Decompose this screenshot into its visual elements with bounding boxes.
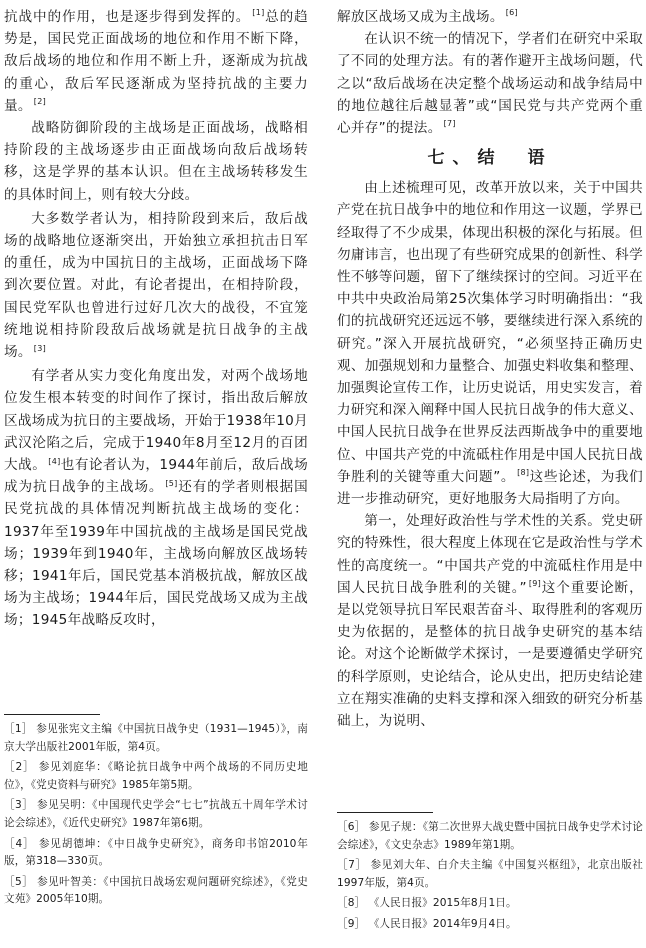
paragraph-text: 抗战中的作用，也是逐步得到发挥的。 [4, 9, 251, 25]
paragraph [4, 117, 308, 206]
footnote-ref[interactable]: [1] [252, 8, 265, 18]
footnote-ref[interactable]: [7] [443, 119, 456, 129]
left-body [4, 6, 308, 632]
paragraph [337, 510, 643, 732]
paragraph-text: 这些论述，为我们进一步推动研究，更好地服务大局指明了方向。 [337, 468, 643, 508]
footnotes-left [4, 714, 308, 912]
footnote-item: ［7］ 参见刘大年、白介夫主编《中国复兴枢纽》，北京出版社1997年版，第4页。 [337, 859, 643, 889]
right-body [337, 6, 643, 732]
paragraph-text: 这个重要论断，是以党领导抗日军民艰苦奋斗、取得胜利的客观历史为依据的，是整体的抗日战争史研究的基本结论。对这个论断做学术探讨，一是要遵循史学研究的科学原则，史论结合，论从史出，把历史结论建立在翔实准确的史料支撑和深入细致的研究分析基础上，为说明、 [337, 579, 643, 730]
paragraph-text: 也有论者认为，1944年前后，敌后战场成为抗日战争的主战场。 [4, 457, 308, 496]
paragraph-text: 在认识不统一的情况下，学者们在研究中采取了不同的处理方法。有的著作避开主战场问题，代之以“敌后战场在决定整个战场运动和战争结局中的地位越往后越显著”或“国民党与共产党两个重心并存”的提法。 [337, 31, 643, 137]
footnote-ref[interactable]: [6] [505, 8, 518, 18]
footnote-item: ［5］ 参见叶智美：《中国抗日战场宏观问题研究综述》，《党史文苑》2005年10期。 [4, 875, 308, 906]
paragraph [337, 6, 643, 28]
footnote-ref[interactable]: [5] [165, 478, 178, 488]
footnotes-right [337, 812, 643, 937]
footnote-ref[interactable]: [3] [33, 343, 47, 353]
paragraph-text: 战略防御阶段的主战场是正面战场，战略相持阶段的主战场逐步由正面战场向敌后战场转移，这是学界的基本认识。但在主战场转移发生的具体时间上，则有较大分歧。 [4, 120, 308, 203]
footnote-ref[interactable]: [2] [33, 97, 47, 107]
paragraph-text: 大多数学者认为，相持阶段到来后，敌后战场的战略地位逐渐突出，开始独立承担抗击日军的重任，成为中国抗日的主战场，正面战场下降到次要位置。对此，有论者提出，在相持阶段，国民党军队也曾进行过好几次大的战役，不宜笼统地说相持阶段敌后战场就是抗日战争的主战场。 [4, 210, 308, 361]
paragraph-text: 还有的学者则根据国民党抗战的具体情况判断抗战主战场的变化：1937年至1939年中国抗战的主战场是国民党战场；1939年到1940年，主战场向解放区战场转移；1941年后，国民党基本消极抗战，解放区战场为主战场；1944年后，国民党战场又成为主战场；1945年战略反攻时， [4, 479, 308, 629]
left-column [4, 6, 308, 632]
footnote-ref[interactable]: [4] [48, 456, 61, 466]
footnote-item: ［9］ 《人民日报》2014年9月4日。 [337, 917, 517, 930]
footnote-item: ［8］ 《人民日报》2015年8月1日。 [337, 897, 517, 910]
paragraph-text: 有学者从实力变化角度出发，对两个战场地位发生根本转变的时间作了探讨，指出敌后解放区战场成为抗日的主要战场，开始于1938年10月武汉沦陷之后，完成于1940年8月至12月的百团大战。 [4, 368, 308, 474]
footnote-divider [4, 714, 100, 715]
paragraph [4, 365, 308, 631]
footnote-item: ［2］ 参见刘庭华：《略论抗日战争中两个战场的不同历史地位》，《党史资料与研究》1985年第5期。 [4, 761, 308, 791]
paragraph-text: 总的趋势是，国民党正面战场的地位和作用不断下降，敌后战场的地位和作用不断上升，逐渐成为抗战的重心，敌后军民逐渐成为坚持抗战的主要力量。 [4, 9, 308, 114]
footnote-item: ［4］ 参见胡德坤：《中日战争史研究》，商务印书馆2010年版，第318—330页。 [4, 837, 308, 868]
footnote-item: ［3］ 参见吴明：《中国现代史学会“七七”抗战五十周年学术讨论会综述》，《近代史研究》1987年第6期。 [4, 799, 308, 829]
paragraph [4, 208, 308, 363]
paragraph-text: 第一，处理好政治性与学术性的关系。党史研究的特殊性，很大程度上体现在它是政治性与学术性的高度统一。“中国共产党的中流砥柱作用是中国人民抗日战争胜利的关键。” [337, 513, 643, 596]
paragraph [337, 177, 643, 510]
footnote-item: ［6］ 参见子规：《第二次世界大战史暨中国抗日战争史学术讨论会综述》，《文史杂志》1989年第1期。 [337, 821, 643, 851]
footnote-item: ［1］ 参见张宪文主编《中国抗日战争史（1931—1945）》，南京大学出版社2001年版，第4页。 [4, 723, 308, 753]
paragraph-text: 解放区战场又成为主战场。 [337, 9, 504, 25]
paragraph [337, 28, 643, 139]
right-column [337, 6, 643, 732]
section-heading: 七、结 语 [427, 148, 553, 169]
footnote-ref[interactable]: [9] [528, 579, 542, 589]
paragraph-text: 由上述梳理可见，改革开放以来，关于中国共产党在抗日战争中的地位和作用这一议题，学界已经取得了不少成果，体现出积极的深化与拓展。但勿庸讳言，也出现了有些研究成果的创新性、科学性不够等问题，留下了继续探讨的空间。习近平在中共中央政治局第25次集体学习时明确指出：“我们的抗战研究还远远不够，要继续进行深入系统的研究。”深入开展抗战研究，“必须坚持正确历史观、加强规划和力量整合、加强史料收集和整理、加强舆论宣传工作，让历史说话，用史实发言，着力研究和深入阐释中国人民抗日战争的伟大意义、中国人民抗日战争在世界反法西斯战争中的重要地位、中国共产党的中流砥柱作用是中国人民抗日战争胜利的关键等重大问题”。 [337, 180, 643, 485]
paragraph [4, 6, 308, 117]
footnote-ref[interactable]: [8] [517, 468, 530, 478]
footnote-divider [337, 812, 433, 813]
